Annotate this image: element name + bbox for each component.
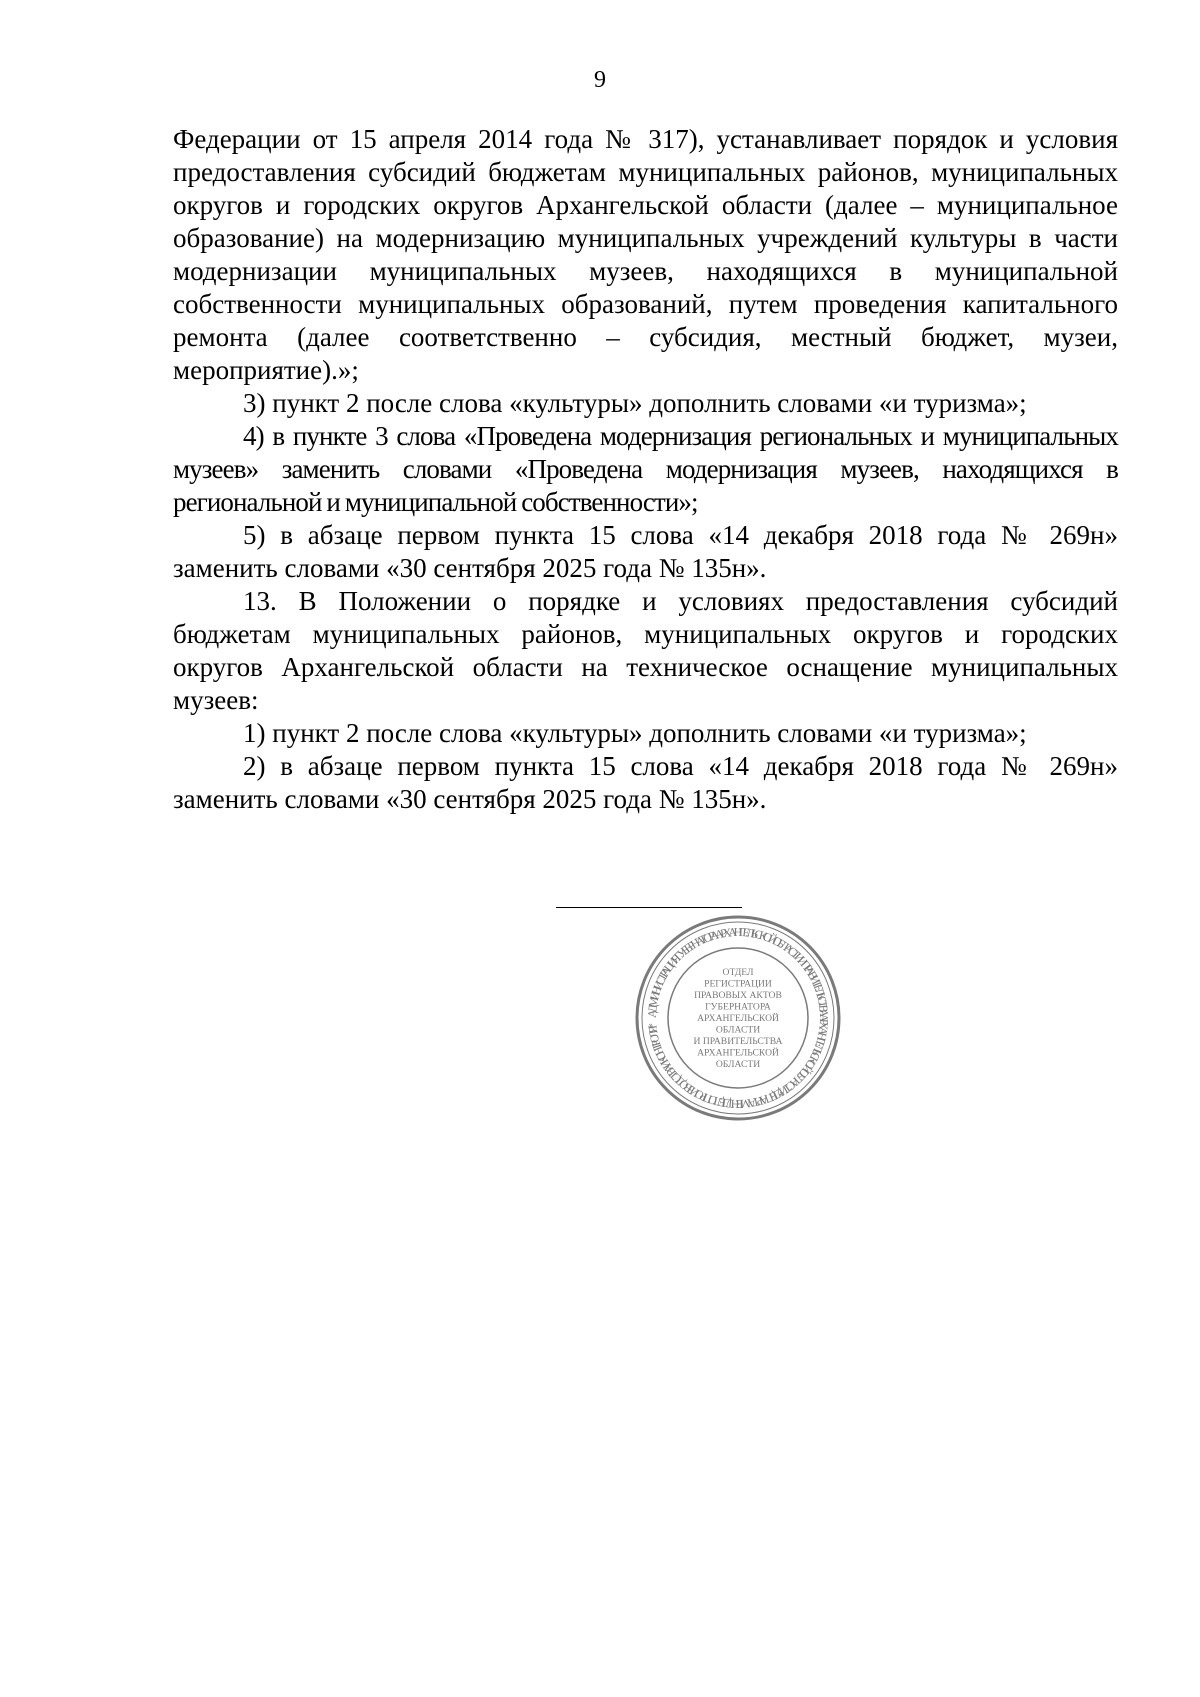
- paragraph: 3) пункт 2 после слова «культуры» дополнить словами «и туризма»;: [243, 388, 1027, 418]
- paragraph: 1) пункт 2 после слова «культуры» дополнить словами «и туризма»;: [243, 718, 1027, 748]
- stamp-center-line: ОТДЕЛ: [722, 967, 754, 978]
- paragraph: 5) в абзаце первом пункта 15 слова «14 декабря 2018 года № 269н» заменить словами «30 сентября 2025 года № 135н».: [173, 520, 1118, 583]
- separator-line: [556, 907, 742, 908]
- paragraph: 4) в пункте 3 слова «Проведена модернизация региональных и муниципальных музеев» заменить словами «Проведена модернизация музеев, находящихся в региональной и муниципальной собственности»;: [173, 421, 1118, 517]
- stamp-center-line: АРХАНГЕЛЬСКОЙ: [697, 1047, 779, 1059]
- document-body: [173, 123, 1118, 816]
- paragraph: Федерации от 15 апреля 2014 года № 317), устанавливает порядок и условия предоставления субсидий бюджетам муниципальных районов, муниципальных округов и городских округов Архангельской области (далее – муниципальное образование) на модернизацию муниципальных учреждений культуры в части модернизации муниципальных музеев, находящихся в муниципальной собственности муниципальных образований, путем проведения капитального ремонта (далее соответственно – субсидия, местный бюджет, музеи, мероприятие).»;: [173, 124, 1118, 385]
- stamp-center-line: ПРАВОВЫХ АКТОВ: [694, 990, 782, 1001]
- stamp-center-text: [694, 967, 783, 1070]
- official-stamp: [633, 913, 843, 1123]
- stamp-center-line: АРХАНГЕЛЬСКОЙ: [697, 1013, 779, 1024]
- stamp-center-line: ОБЛАСТИ: [715, 1024, 761, 1036]
- stamp-center-line: И ПРАВИТЕЛЬСТВА: [693, 1036, 783, 1047]
- stamp-center-line: ГУБЕРНАТОРА: [705, 1001, 771, 1013]
- stamp-center-line: ОБЛАСТИ: [715, 1059, 761, 1070]
- stamp-center-line: РЕГИСТРАЦИИ: [704, 978, 772, 990]
- stamp-ring-text: АДМИНИСТРАЦИЯ ГУБЕРНАТОРА АРХАНГЕЛЬСКОЙ ОБЛАСТИ И ПРАВИТЕЛЬСТВА АРХАНГЕЛЬСКОЙ ОБЛАСТИ * ДЕПАРТАМЕНТ ДЕЛОПРОИЗВОДСТВА И КОНТРОЛЯ *: [644, 924, 832, 1112]
- paragraph: 2) в абзаце первом пункта 15 слова «14 декабря 2018 года № 269н» заменить словами «30 сентября 2025 года № 135н».: [173, 751, 1118, 814]
- paragraph: 13. В Положении о порядке и условиях предоставления субсидий бюджетам муниципальных районов, муниципальных округов и городских округов Архангельской области на техническое оснащение муниципальных музеев:: [173, 586, 1118, 715]
- page-number: 9: [594, 67, 606, 93]
